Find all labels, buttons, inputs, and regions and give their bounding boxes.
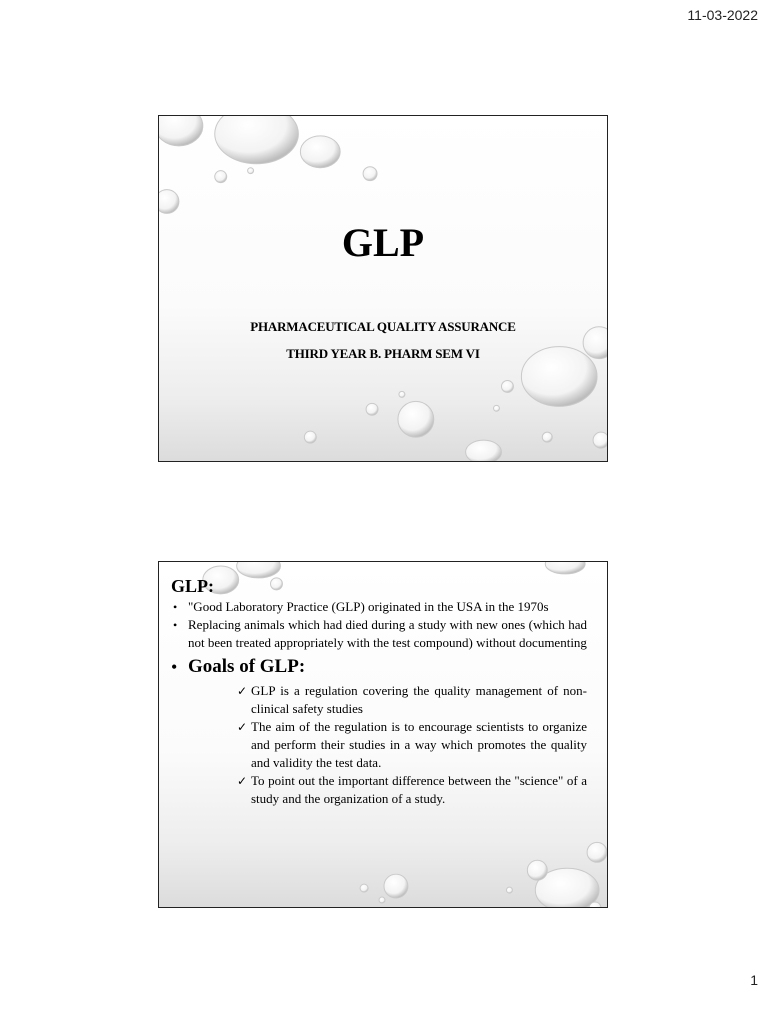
list-item bbox=[237, 718, 587, 772]
slide-heading: GLP: bbox=[171, 576, 214, 596]
goal-text: The aim of the regulation is to encourage scientists to organize and perform their studies in a way which promotes the quality and validity the test data. bbox=[251, 719, 587, 770]
check-icon: ✓ bbox=[237, 684, 248, 698]
list-item bbox=[167, 598, 587, 616]
bullet-icon: • bbox=[173, 600, 178, 614]
slide-glp-content bbox=[158, 561, 608, 908]
bullet-text: Replacing animals which had died during a study with new ones (which had not been treated appropriately with the test compound) without documenting bbox=[188, 617, 587, 650]
check-icon: ✓ bbox=[237, 774, 248, 788]
list-item bbox=[237, 772, 587, 808]
goals-heading-row bbox=[167, 656, 587, 678]
goal-text: To point out the important difference between the "science" of a study and the organization of a study. bbox=[251, 773, 587, 806]
page-date: 11-03-2022 bbox=[687, 7, 758, 23]
bullet-list bbox=[167, 598, 587, 652]
bullet-icon: • bbox=[173, 618, 178, 632]
page-number: 1 bbox=[750, 972, 758, 988]
bullet-icon: • bbox=[171, 657, 178, 677]
list-item bbox=[237, 682, 587, 718]
slide-subtitle-year: THIRD YEAR B. PHARM SEM VI bbox=[286, 346, 480, 361]
list-item bbox=[167, 616, 587, 652]
water-drops-decoration bbox=[159, 116, 607, 461]
goal-text: GLP is a regulation covering the quality management of non-clinical safety studies bbox=[251, 683, 587, 716]
goals-heading: Goals of GLP: bbox=[188, 656, 306, 677]
slide-title-text: GLP bbox=[341, 220, 425, 265]
slide-title bbox=[158, 115, 608, 462]
slide-body bbox=[167, 574, 587, 808]
bullet-text: "Good Laboratory Practice (GLP) originated in the USA in the 1970s bbox=[188, 599, 549, 614]
slide-subtitle-course: PHARMACEUTICAL QUALITY ASSURANCE bbox=[250, 319, 516, 334]
check-icon: ✓ bbox=[237, 720, 248, 734]
goals-list bbox=[237, 682, 587, 808]
